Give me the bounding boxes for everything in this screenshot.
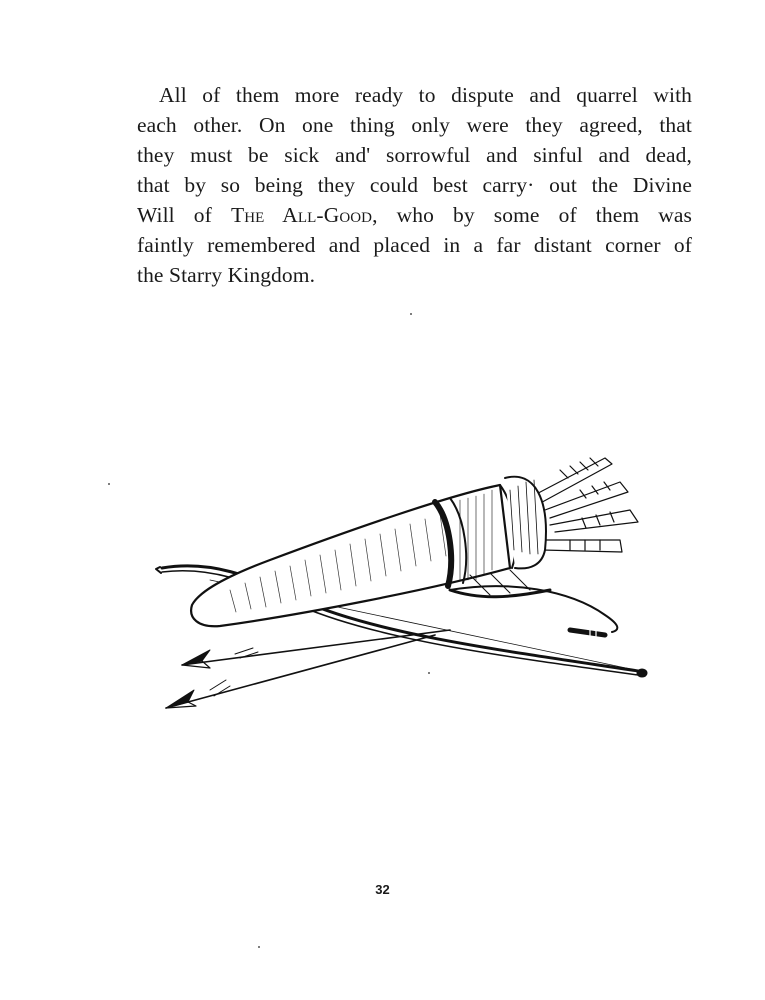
text-line: they must be sick and' sorrowful and sinful and dead, — [137, 143, 692, 167]
text-line: that by so being they could best carry· out the Divine — [137, 173, 692, 197]
text-line: each other. On one thing only were they agreed, that — [137, 113, 692, 137]
paper-speck — [428, 672, 430, 674]
text-line: All of them more ready to dispute and quarrel with — [159, 83, 692, 107]
paper-speck — [258, 946, 260, 948]
paper-speck — [108, 483, 110, 485]
text-line: the Starry Kingdom. — [137, 263, 316, 287]
page-number: 32 — [375, 882, 390, 897]
divine-name: The All-Good — [230, 203, 373, 227]
quiver-bow-arrows-icon — [150, 440, 660, 730]
text-line — [137, 200, 692, 230]
text-fragment: Will of — [137, 203, 212, 227]
body-paragraph — [137, 80, 692, 290]
paper-speck — [410, 313, 412, 315]
text-line: faintly remembered and placed in a far distant corner of — [137, 233, 692, 257]
text-fragment: , who by some of them was — [372, 203, 692, 227]
